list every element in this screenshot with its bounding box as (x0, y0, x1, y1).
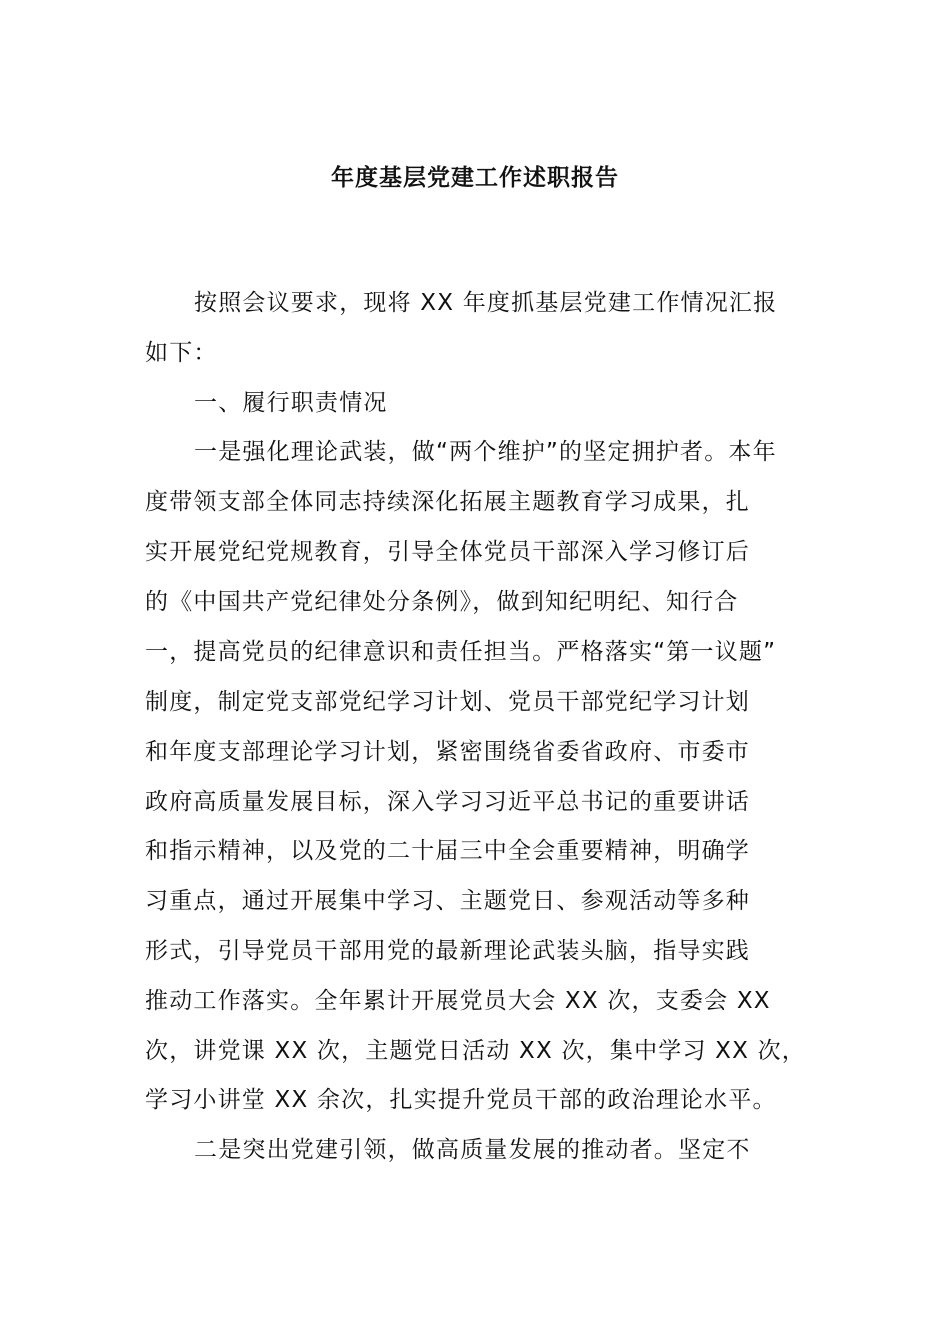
paragraph-line: 学习小讲堂 XX 余次，扎实提升党员干部的政治理论水平。 (145, 1087, 777, 1113)
paragraph-line: 实开展党纪党规教育，引导全体党员干部深入学习修订后 (145, 539, 750, 565)
paragraph-line: 制度，制定党支部党纪学习计划、党员干部党纪学习计划 (145, 689, 750, 715)
paragraph-line: 按照会议要求，现将 XX 年度抓基层党建工作情况汇报 (194, 290, 778, 316)
paragraph-line: 推动工作落实。全年累计开展党员大会 XX 次，支委会 XX (145, 988, 771, 1014)
document-title: 年度基层党建工作述职报告 (331, 165, 619, 191)
paragraph-line: 一，提高党员的纪律意识和责任担当。严格落实“第一议题” (145, 639, 777, 665)
paragraph-line: 形式，引导党员干部用党的最新理论武装头脑，指导实践 (145, 938, 750, 964)
paragraph-line: 二是突出党建引领，做高质量发展的推动者。坚定不 (194, 1137, 751, 1163)
paragraph-line: 和指示精神，以及党的二十届三中全会重要精神，明确学 (145, 838, 750, 864)
paragraph-line: 度带领支部全体同志持续深化拓展主题教育学习成果，扎 (145, 489, 750, 515)
paragraph-line: 政府高质量发展目标，深入学习习近平总书记的重要讲话 (145, 789, 750, 815)
paragraph-line: 和年度支部理论学习计划，紧密围绕省委省政府、市委市 (145, 739, 750, 765)
paragraph-line: 习重点，通过开展集中学习、主题党日、参观活动等多种 (145, 888, 750, 914)
paragraph-line: 如下： (145, 340, 218, 366)
paragraph-line: 的《中国共产党纪律处分条例》，做到知纪明纪、知行合 (145, 589, 739, 615)
paragraph-line: 次，讲党课 XX 次，主题党日活动 XX 次，集中学习 XX 次， (145, 1038, 807, 1064)
section-heading: 一、履行职责情况 (194, 390, 388, 416)
paragraph-line: 一是强化理论武装，做“两个维护”的坚定拥护者。本年 (194, 439, 777, 465)
